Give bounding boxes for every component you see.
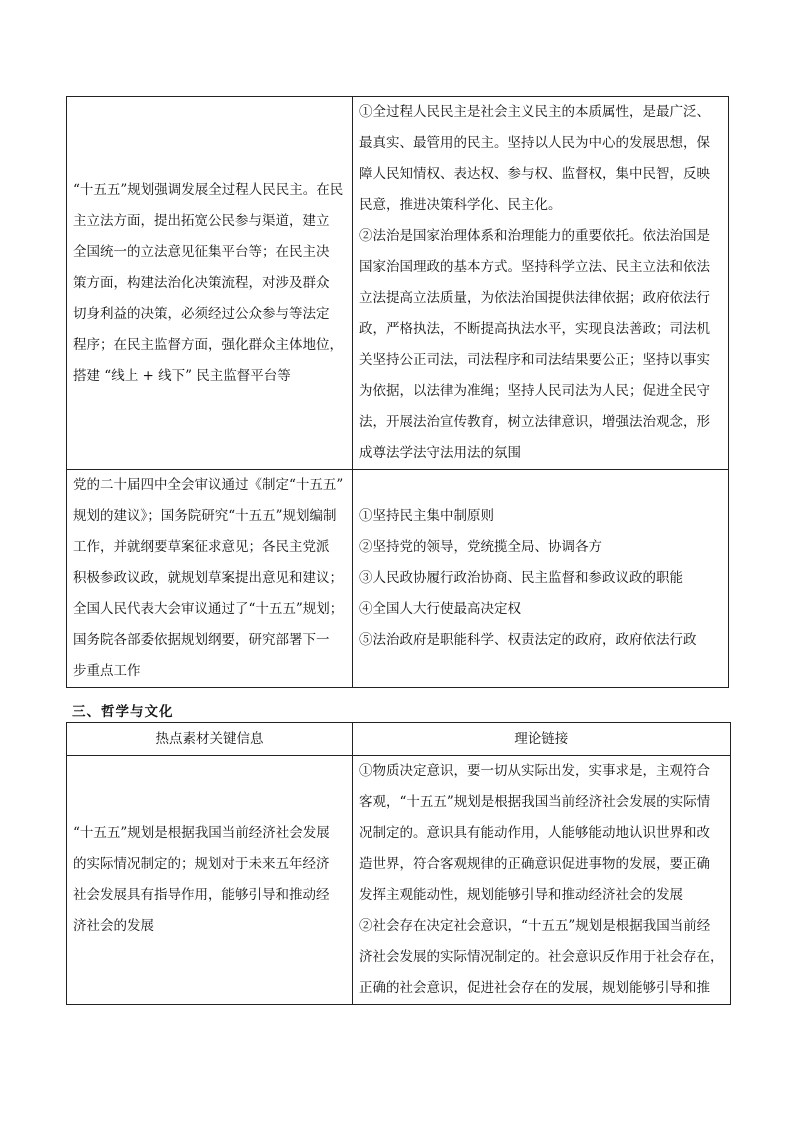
column-header-material: 热点素材关键信息 — [67, 723, 353, 756]
text-line: 发挥主观能动性，规划能够引导和推动经济社会的发展 — [359, 887, 683, 903]
section-heading: 三、哲学与文化 — [72, 704, 174, 720]
text-line: 积极参政议政，就规划草案提出意见和建议； — [73, 570, 343, 586]
theory-cell — [353, 97, 729, 470]
column-header-theory: 理论链接 — [353, 723, 731, 756]
text-line: 切身利益的决策，必须经过公众参与等法定 — [73, 305, 330, 322]
list-item: ④全国人大行使最高决定权 — [359, 601, 521, 617]
text-line: 立法提高立法质量，为依法治国提供法律依据；政府依法行 — [359, 290, 710, 306]
text-line: 客观，“十五五”规划是根据我国当前经济社会发展的实际情 — [359, 794, 711, 810]
table-row — [67, 97, 729, 470]
text-line: 的实际情况制定的；规划对于未来五年经济 — [73, 856, 330, 872]
text-line: 济社会发展的实际情况制定的。社会意识反作用于社会存在， — [359, 949, 724, 965]
text-line: 障人民知情权、表达权、参与权、监督权，集中民智，反映 — [359, 166, 710, 182]
text-line: ①物质决定意识，要一切从实际出发，实事求是，主观符合 — [359, 763, 710, 779]
text-line: 成尊法学法守法用法的氛围 — [359, 445, 521, 461]
text-line: 国务院各部委依据规划纲要，研究部署下一 — [73, 632, 330, 648]
text-line: 造世界，符合客观规律的正确意识促进事物的发展，要正确 — [359, 856, 710, 872]
text-line: 步重点工作 — [73, 663, 141, 679]
text-line: 国家治国理政的基本方式。坚持科学立法、民主立法和依法 — [359, 259, 710, 275]
material-cell — [67, 756, 353, 1005]
table-header-row — [67, 723, 731, 756]
list-item: ③人民政协履行政治协商、民主监督和参政议政的职能 — [359, 570, 683, 586]
theory-cell — [353, 470, 729, 688]
text-line: ②法治是国家治理体系和治理能力的重要依托。依法治国是 — [359, 228, 710, 244]
text-line: 工作，并就纲要草案征求意见；各民主党派 — [73, 539, 330, 555]
text-line: 程序；在民主监督方面，强化群众主体地位， — [73, 336, 343, 353]
text-line: 策方面，构建法治化决策流程，对涉及群众 — [73, 274, 330, 291]
table-row — [67, 470, 729, 688]
text-line: 党的二十届四中全会审议通过《制定“十五五” — [73, 477, 344, 493]
material-cell — [67, 470, 353, 688]
philosophy-table — [66, 722, 731, 1005]
list-item: ⑤法治政府是职能科学、权责法定的政府，政府依法行政 — [359, 632, 697, 648]
text-line: 规划的建议》；国务院研究“十五五”规划编制 — [73, 508, 337, 524]
text-line: 民意，推进决策科学化、民主化。 — [359, 197, 562, 213]
text-line: 最真实、最管用的民主。坚持以人民为中心的发展思想，保 — [359, 135, 710, 151]
text-line: 正确的社会意识，促进社会存在的发展，规划能够引导和推 — [359, 980, 710, 996]
text-line: “十五五”规划是根据我国当前经济社会发展 — [73, 825, 330, 841]
text-line: 况制定的。意识具有能动作用，人能够能动地认识世界和改 — [359, 825, 710, 841]
text-line: 主立法方面，提出拓宽公民参与渠道，建立 — [73, 212, 330, 229]
material-cell — [67, 97, 353, 470]
table-row — [67, 756, 731, 1005]
text-line: 济社会的发展 — [73, 918, 154, 934]
text-line: ①全过程人民民主是社会主义民主的本质属性，是最广泛、 — [359, 104, 710, 120]
text-line: 全国人民代表大会审议通过了“十五五”规划； — [73, 601, 344, 617]
text-line: “十五五”规划强调发展全过程人民民主。在民 — [73, 181, 344, 198]
text-line: 社会发展具有指导作用，能够引导和推动经 — [73, 887, 330, 903]
text-line: 关坚持公正司法，司法程序和司法结果要公正；坚持以事实 — [359, 352, 710, 368]
text-line: 政，严格执法，不断提高执法水平，实现良法善政；司法机 — [359, 321, 710, 337]
text-line: ②社会存在决定社会意识，“十五五”规划是根据我国当前经 — [359, 918, 711, 934]
text-line: 全国统一的立法意见征集平台等；在民主决 — [73, 243, 330, 260]
politics-table — [66, 96, 729, 688]
text-line: 法，开展法治宣传教育，树立法律意识，增强法治观念，形 — [359, 414, 710, 430]
text-line: 搭建 “线上 + 线下” 民主监督平台等 — [73, 367, 291, 384]
text-line: 为依据，以法律为准绳；坚持人民司法为人民；促进全民守 — [359, 383, 710, 399]
list-item: ②坚持党的领导，党统揽全局、协调各方 — [359, 539, 602, 555]
theory-cell — [353, 756, 731, 1005]
list-item: ①坚持民主集中制原则 — [359, 508, 494, 524]
